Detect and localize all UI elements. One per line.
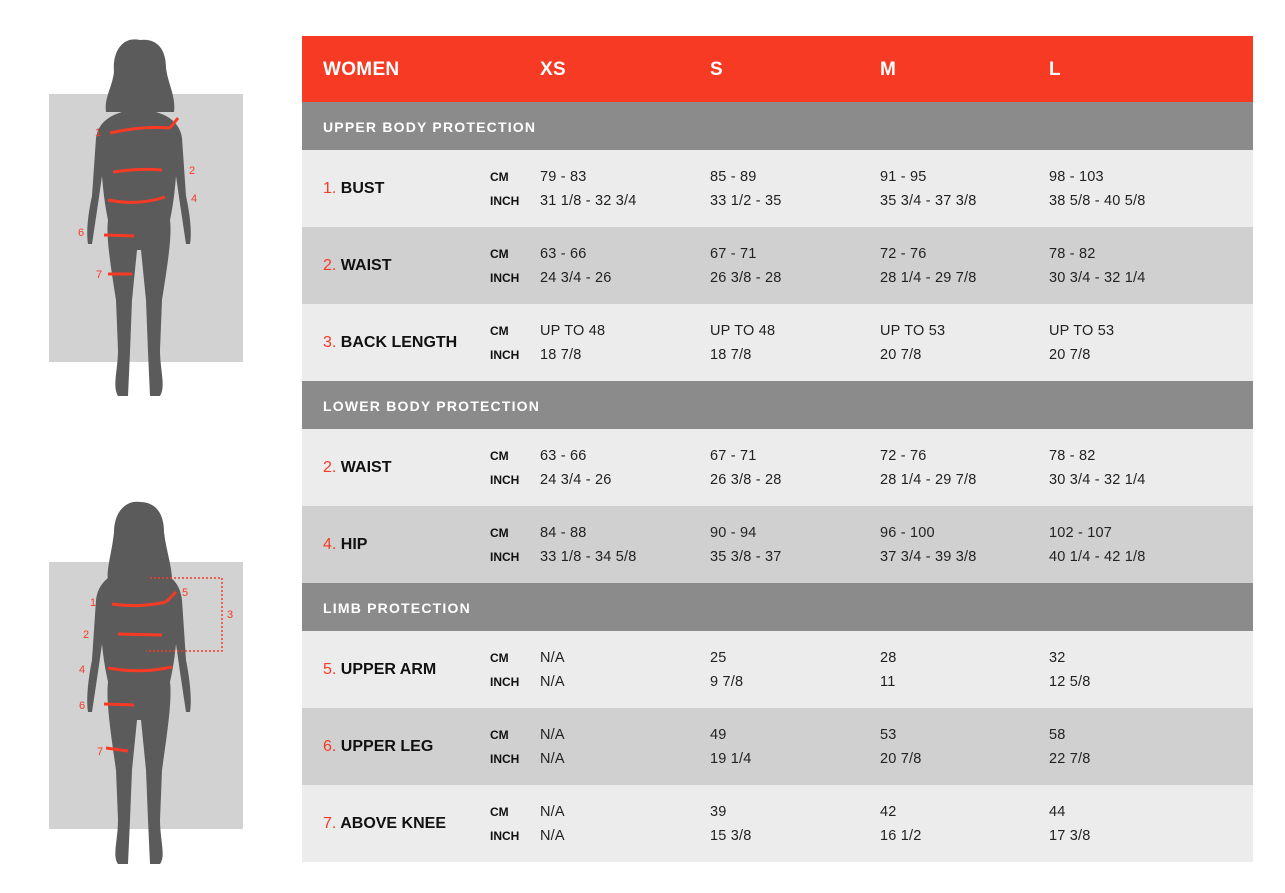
back-marker-4: 4 (79, 664, 86, 676)
cell-cm-value: 85 - 89 (710, 169, 757, 185)
back-marker-2: 2 (83, 629, 90, 641)
cell-inch-value: 20 7/8 (1049, 347, 1091, 363)
cell-cm-value: 72 - 76 (880, 246, 927, 262)
cell-inch-value: 38 5/8 - 40 5/8 (1049, 193, 1146, 209)
size-xs-heading: XS (540, 59, 566, 80)
table-row (302, 708, 1253, 785)
table-body (302, 102, 1253, 862)
unit-cm-label: CM (490, 449, 509, 463)
measurement-number: 7. (323, 815, 337, 832)
unit-inch-label: INCH (490, 550, 520, 564)
cell-cm-value: 49 (710, 727, 727, 743)
measurement-name: BUST (340, 180, 385, 197)
unit-inch-label: INCH (490, 194, 520, 208)
back-marker-3: 3 (227, 609, 234, 621)
cell-cm-value: UP TO 53 (880, 323, 946, 339)
cell-cm-value: 63 - 66 (540, 448, 587, 464)
cell-cm-value: 90 - 94 (710, 525, 757, 541)
cell-cm-value: 96 - 100 (880, 525, 935, 541)
cell-cm-value: 91 - 95 (880, 169, 927, 185)
cell-inch-value: 26 3/8 - 28 (710, 270, 782, 286)
unit-cm-label: CM (490, 324, 509, 338)
cell-inch-value: N/A (540, 751, 565, 767)
cell-cm-value: UP TO 48 (540, 323, 606, 339)
cell-cm-value: UP TO 53 (1049, 323, 1115, 339)
unit-inch-label: INCH (490, 675, 520, 689)
cell-inch-value: 18 7/8 (710, 347, 752, 363)
table-header (302, 36, 1253, 102)
cell-inch-value: 30 3/4 - 32 1/4 (1049, 270, 1146, 286)
cell-cm-value: N/A (540, 727, 565, 743)
measurement-name: ABOVE KNEE (340, 815, 446, 832)
cell-inch-value: 33 1/2 - 35 (710, 193, 782, 209)
unit-cm-label: CM (490, 526, 509, 540)
back-marker-5: 5 (182, 587, 189, 599)
front-marker-7: 7 (96, 269, 103, 281)
cell-cm-value: 84 - 88 (540, 525, 587, 541)
cell-cm-value: 44 (1049, 804, 1066, 820)
measurement-label (323, 334, 457, 352)
table-row (302, 506, 1253, 583)
measurement-label (323, 257, 391, 275)
back-marker-1: 1 (90, 597, 97, 609)
back-marker-6: 6 (79, 700, 86, 712)
cell-cm-value: 53 (880, 727, 897, 743)
back-marker-7: 7 (97, 746, 104, 758)
unit-cm-label: CM (490, 170, 509, 184)
unit-inch-label: INCH (490, 829, 520, 843)
measurement-number: 5. (323, 661, 337, 678)
cell-inch-value: 20 7/8 (880, 347, 922, 363)
size-l-heading: L (1049, 59, 1061, 80)
measurement-number: 2. (323, 257, 337, 274)
cell-inch-value: 12 5/8 (1049, 674, 1091, 690)
table-row (302, 631, 1253, 708)
cell-inch-value: 15 3/8 (710, 828, 752, 844)
cell-cm-value: 39 (710, 804, 727, 820)
size-chart-table (302, 36, 1253, 862)
measurement-label (323, 738, 433, 756)
front-marker-6: 6 (78, 227, 85, 239)
cell-inch-value: 31 1/8 - 32 3/4 (540, 193, 637, 209)
measurement-number: 2. (323, 459, 337, 476)
cell-inch-value: 33 1/8 - 34 5/8 (540, 549, 637, 565)
size-m-heading: M (880, 59, 897, 80)
measurement-label (323, 459, 391, 477)
measurement-name: BACK LENGTH (340, 334, 458, 351)
cell-cm-value: 58 (1049, 727, 1066, 743)
measurement-label (323, 661, 436, 679)
section-title: UPPER BODY PROTECTION (323, 119, 537, 135)
cell-inch-value: 16 1/2 (880, 828, 922, 844)
back-body-diagram (0, 0, 260, 893)
measurement-label (323, 815, 446, 833)
cell-inch-value: 28 1/4 - 29 7/8 (880, 472, 977, 488)
unit-cm-label: CM (490, 247, 509, 261)
cell-inch-value: 24 3/4 - 26 (540, 472, 612, 488)
cell-inch-value: 9 7/8 (710, 674, 744, 690)
measurement-name: HIP (340, 536, 368, 553)
cell-cm-value: 102 - 107 (1049, 525, 1113, 541)
cell-cm-value: 67 - 71 (710, 246, 757, 262)
section-header (302, 381, 1253, 429)
unit-cm-label: CM (490, 651, 509, 665)
size-s-heading: S (710, 59, 723, 80)
cell-cm-value: 67 - 71 (710, 448, 757, 464)
cell-cm-value: N/A (540, 650, 565, 666)
cell-cm-value: UP TO 48 (710, 323, 776, 339)
cell-inch-value: 35 3/4 - 37 3/8 (880, 193, 977, 209)
cell-inch-value: 24 3/4 - 26 (540, 270, 612, 286)
measurement-number: 6. (323, 738, 337, 755)
cell-cm-value: 28 (880, 650, 897, 666)
unit-cm-label: CM (490, 805, 509, 819)
table-row (302, 227, 1253, 304)
gender-heading: WOMEN (323, 59, 400, 80)
measurement-number: 4. (323, 536, 337, 553)
front-marker-2: 2 (189, 165, 196, 177)
unit-inch-label: INCH (490, 271, 520, 285)
cell-inch-value: 17 3/8 (1049, 828, 1091, 844)
cell-inch-value: 18 7/8 (540, 347, 582, 363)
cell-inch-value: 30 3/4 - 32 1/4 (1049, 472, 1146, 488)
cell-cm-value: 72 - 76 (880, 448, 927, 464)
cell-inch-value: 35 3/8 - 37 (710, 549, 782, 565)
unit-inch-label: INCH (490, 348, 520, 362)
cell-cm-value: 78 - 82 (1049, 448, 1096, 464)
front-marker-4: 4 (191, 193, 198, 205)
measurement-number: 3. (323, 334, 337, 351)
cell-inch-value: 40 1/4 - 42 1/8 (1049, 549, 1146, 565)
section-header (302, 583, 1253, 631)
cell-cm-value: 63 - 66 (540, 246, 587, 262)
unit-inch-label: INCH (490, 473, 520, 487)
cell-inch-value: 22 7/8 (1049, 751, 1091, 767)
unit-cm-label: CM (490, 728, 509, 742)
cell-cm-value: 78 - 82 (1049, 246, 1096, 262)
cell-cm-value: 98 - 103 (1049, 169, 1104, 185)
measurement-label (323, 180, 384, 198)
section-title: LIMB PROTECTION (323, 600, 471, 616)
cell-cm-value: 25 (710, 650, 727, 666)
table-row (302, 150, 1253, 227)
cell-inch-value: N/A (540, 828, 565, 844)
cell-inch-value: 26 3/8 - 28 (710, 472, 782, 488)
table-row (302, 785, 1253, 862)
cell-inch-value: 20 7/8 (880, 751, 922, 767)
table-row (302, 304, 1253, 381)
cell-inch-value: 28 1/4 - 29 7/8 (880, 270, 977, 286)
cell-cm-value: 32 (1049, 650, 1066, 666)
measurement-name: UPPER LEG (340, 738, 434, 755)
section-title: LOWER BODY PROTECTION (323, 398, 541, 414)
section-header (302, 102, 1253, 150)
unit-inch-label: INCH (490, 752, 520, 766)
cell-inch-value: 11 (880, 674, 896, 690)
cell-cm-value: N/A (540, 804, 565, 820)
measurement-number: 1. (323, 180, 337, 197)
front-marker-1: 1 (95, 127, 102, 139)
cell-inch-value: 37 3/4 - 39 3/8 (880, 549, 977, 565)
cell-cm-value: 42 (880, 804, 897, 820)
measurement-name: UPPER ARM (340, 661, 437, 678)
cell-inch-value: N/A (540, 674, 565, 690)
table-row (302, 429, 1253, 506)
cell-cm-value: 79 - 83 (540, 169, 587, 185)
cell-inch-value: 19 1/4 (710, 751, 752, 767)
measurement-label (323, 536, 367, 554)
measurement-name: WAIST (340, 257, 392, 274)
measurement-name: WAIST (340, 459, 392, 476)
